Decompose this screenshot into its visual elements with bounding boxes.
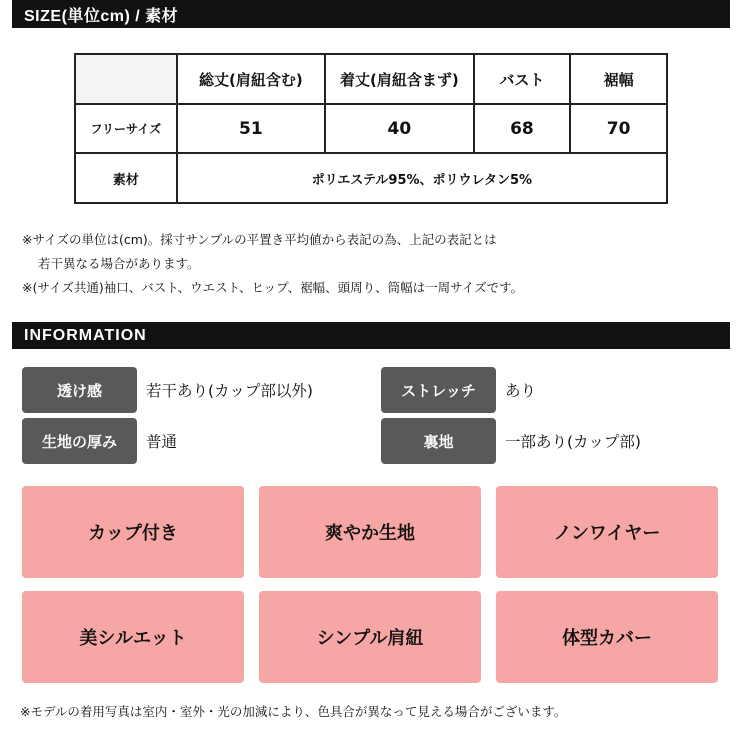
feature-tile [259,591,481,683]
material-value: ポリエステル95%、ポリウレタン5% [177,153,667,203]
photo-footnote: ※モデルの着用写真は室内・室外・光の加減により、色具合が異なって見える場合がございます。 [20,704,567,719]
attr-label-transparency: 透け感 [22,367,137,413]
attr-value-thickness: 普通 [146,433,178,451]
size-section-header [12,0,730,28]
size-section-title: SIZE(単位cm) / 素材 [24,7,179,25]
value-length: 40 [325,104,473,153]
feature-tile [496,486,718,578]
attr-label-lining: 裏地 [381,418,496,464]
feature-label: 体型カバー [562,628,652,649]
attr-label-stretch: ストレッチ [381,367,496,413]
table-row [75,104,667,153]
size-label: フリーサイズ [75,104,177,153]
material-label: 素材 [75,153,177,203]
feature-label: シンプル肩紐 [316,628,424,649]
note-line: ※サイズの単位は(cm)。採寸サンプルの平置き平均値から表記の為、上記の表記とは [22,232,497,247]
size-table [74,53,668,204]
size-table-header-row [75,54,667,104]
info-section-header [12,322,730,349]
attr-value-transparency: 若干あり(カップ部以外) [146,382,313,400]
header-length: 着丈(肩紐含まず) [325,54,473,104]
feature-tile [22,486,244,578]
material-row [75,153,667,203]
info-section-title: INFORMATION [24,326,147,344]
size-notes [22,228,523,300]
value-bust: 68 [474,104,571,153]
header-bust: バスト [474,54,571,104]
feature-label: カップ付き [88,523,178,544]
header-hem-width: 裾幅 [570,54,667,104]
value-hem-width: 70 [570,104,667,153]
feature-tile [259,486,481,578]
feature-label: 爽やか生地 [325,523,415,544]
feature-tile [496,591,718,683]
feature-tile [22,591,244,683]
feature-label: 美シルエット [79,628,187,649]
attr-value-lining: 一部あり(カップ部) [505,433,641,451]
attr-label-thickness: 生地の厚み [22,418,137,464]
note-line: 若干異なる場合があります。 [38,256,200,271]
header-total-length: 総丈(肩紐含む) [177,54,325,104]
attr-value-stretch: あり [505,382,537,400]
note-line: ※(サイズ共通)袖口、バスト、ウエスト、ヒップ、裾幅、頭周り、筒幅は一周サイズです。 [22,280,524,295]
value-total-length: 51 [177,104,325,153]
feature-label: ノンワイヤー [553,523,661,544]
size-table-corner [75,54,177,104]
